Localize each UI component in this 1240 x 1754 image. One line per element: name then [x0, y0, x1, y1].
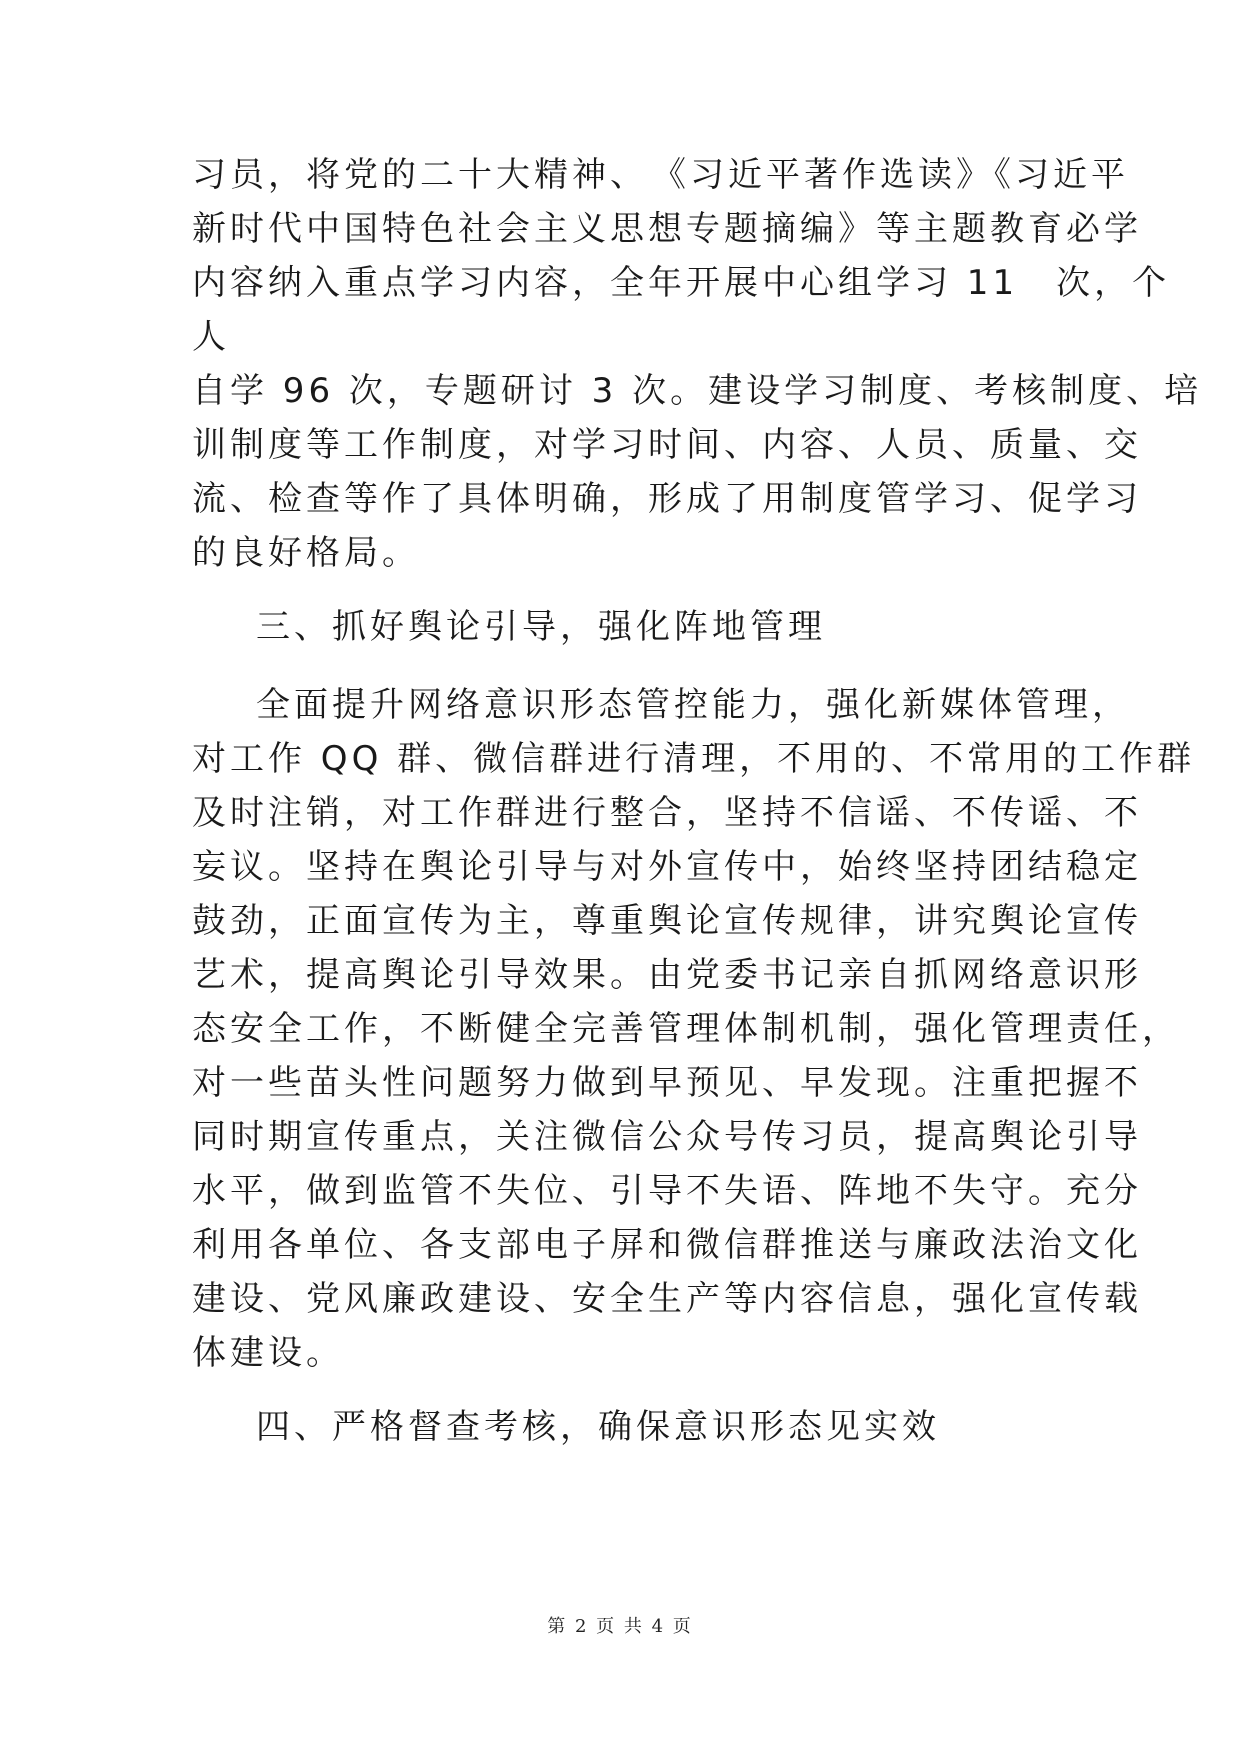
- paragraph-line: 内容纳入重点学习内容，全年开展中心组学习 11 次，个: [192, 263, 1171, 303]
- paragraph-line: 流、检查等作了具体明确，形成了用制度管学习、促学习: [192, 479, 1142, 519]
- paragraph-line: 妄议。坚持在舆论引导与对外宣传中，始终坚持团结稳定: [192, 847, 1142, 887]
- paragraph-line: 体建设。: [192, 1333, 344, 1373]
- paragraph-line: 人: [192, 317, 230, 357]
- page-footer: 第 2 页 共 4 页: [547, 1616, 693, 1637]
- paragraph-line: 同时期宣传重点，关注微信公众号传习员，提高舆论引导: [192, 1117, 1142, 1157]
- section-heading: 四、严格督查考核，确保意识形态见实效: [256, 1407, 940, 1447]
- paragraph-line: 习员，将党的二十大精神、 《习近平著作选读》《习近平: [192, 155, 1129, 195]
- paragraph-line: 训制度等工作制度，对学习时间、内容、人员、质量、交: [192, 425, 1142, 465]
- paragraph-line: 利用各单位、各支部电子屏和微信群推送与廉政法治文化: [192, 1225, 1142, 1265]
- paragraph-line: 鼓劲，正面宣传为主，尊重舆论宣传规律，讲究舆论宣传: [192, 901, 1142, 941]
- paragraph-line: 自学 96 次，专题研讨 3 次。建设学习制度、考核制度、培: [192, 371, 1203, 411]
- paragraph-line: 艺术，提高舆论引导效果。由党委书记亲自抓网络意识形: [192, 955, 1142, 995]
- paragraph-line: 全面提升网络意识形态管控能力，强化新媒体管理，: [256, 685, 1130, 725]
- section-heading: 三、抓好舆论引导，强化阵地管理: [256, 607, 826, 647]
- paragraph-line: 建设、党风廉政建设、安全生产等内容信息，强化宣传载: [192, 1279, 1142, 1319]
- paragraph-line: 新时代中国特色社会主义思想专题摘编》等主题教育必学: [192, 209, 1142, 249]
- paragraph-line: 的良好格局。: [192, 533, 420, 573]
- paragraph-line: 态安全工作，不断健全完善管理体制机制，强化管理责任，: [192, 1009, 1180, 1049]
- paragraph-line: 及时注销，对工作群进行整合，坚持不信谣、不传谣、不: [192, 793, 1142, 833]
- paragraph-line: 对工作 QQ 群、微信群进行清理，不用的、不常用的工作群: [192, 739, 1196, 779]
- paragraph-line: 对一些苗头性问题努力做到早预见、早发现。注重把握不: [192, 1063, 1142, 1103]
- paragraph-line: 水平，做到监管不失位、引导不失语、阵地不失守。充分: [192, 1171, 1142, 1211]
